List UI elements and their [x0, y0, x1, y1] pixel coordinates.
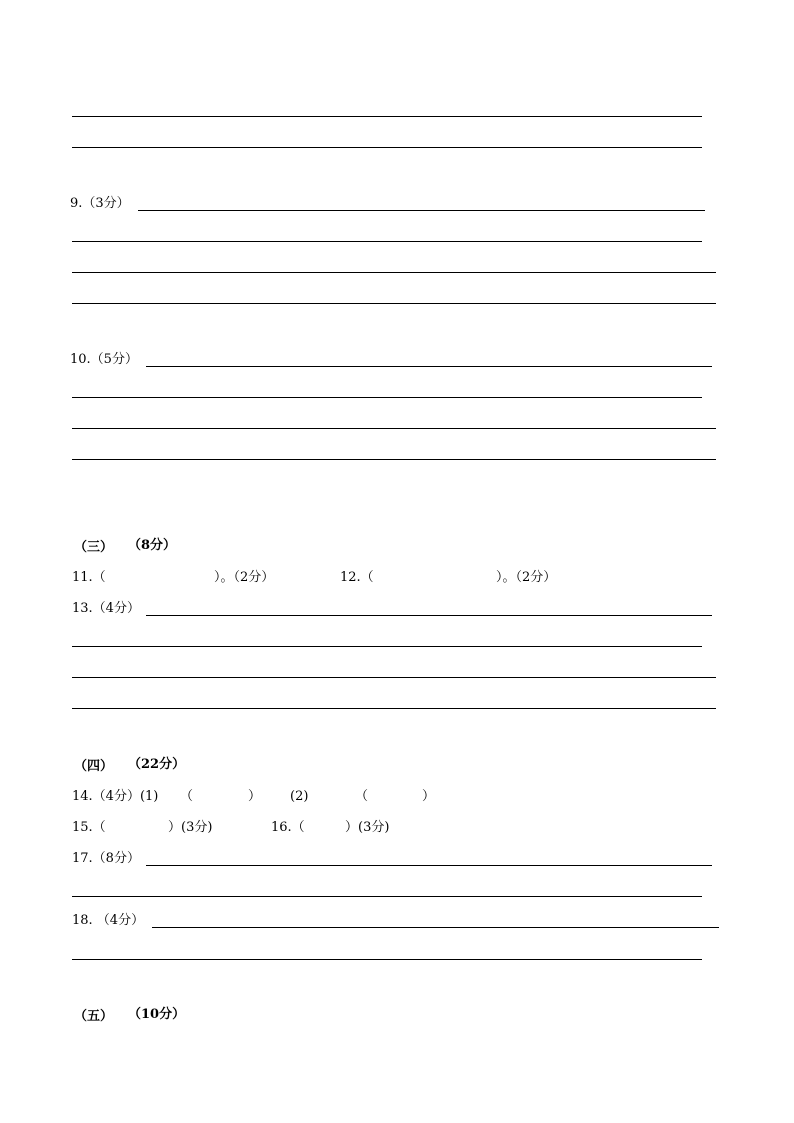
- q12-suffix: ）。（2分）: [496, 570, 557, 585]
- q12-label: 12.（: [340, 570, 374, 585]
- q9-answer-line[interactable]: [138, 210, 705, 211]
- q15-label: 15.（: [72, 820, 106, 835]
- answer-line[interactable]: [72, 708, 716, 709]
- q14-part2-label: (2): [290, 789, 309, 804]
- q14-part1-open: （: [180, 789, 194, 804]
- answer-line[interactable]: [72, 272, 716, 273]
- answer-line[interactable]: [72, 646, 702, 647]
- q9-label: 9.（3分）: [70, 196, 130, 211]
- answer-line[interactable]: [72, 116, 702, 117]
- q10-label: 10.（5分）: [70, 352, 138, 367]
- q11-label: 11.（: [72, 570, 106, 585]
- q18-label: 18. （4分）: [72, 913, 145, 928]
- q14-part1-close: ）: [248, 789, 262, 804]
- section5-score: （10分）: [128, 1007, 186, 1022]
- section4-title: （四）: [74, 759, 114, 774]
- answer-line[interactable]: [72, 397, 702, 398]
- section4-score: （22分）: [128, 757, 186, 772]
- q14-part2-close: ）: [422, 789, 436, 804]
- q17-label: 17.（8分）: [72, 851, 140, 866]
- section3-title: （三）: [74, 540, 114, 555]
- q16-label: 16.（: [271, 820, 305, 835]
- q14-label: 14.（4分）(1): [72, 789, 159, 804]
- q10-answer-line[interactable]: [146, 366, 712, 367]
- q13-label: 13.（4分）: [72, 601, 140, 616]
- section5-title: （五）: [74, 1009, 114, 1024]
- q14-part2-open: （: [355, 789, 369, 804]
- section3-score: （8分）: [128, 538, 177, 553]
- q16-suffix: ）(3分): [345, 820, 390, 835]
- answer-line[interactable]: [72, 959, 702, 960]
- q13-answer-line[interactable]: [146, 615, 712, 616]
- answer-line[interactable]: [72, 896, 702, 897]
- answer-line[interactable]: [72, 303, 716, 304]
- q18-answer-line[interactable]: [152, 927, 719, 928]
- q15-suffix: ）(3分): [168, 820, 213, 835]
- answer-line[interactable]: [72, 677, 716, 678]
- q11-suffix: ）。（2分）: [214, 570, 275, 585]
- answer-line[interactable]: [72, 459, 716, 460]
- q17-answer-line[interactable]: [146, 865, 712, 866]
- answer-line[interactable]: [72, 241, 702, 242]
- answer-line[interactable]: [72, 428, 716, 429]
- answer-line[interactable]: [72, 147, 702, 148]
